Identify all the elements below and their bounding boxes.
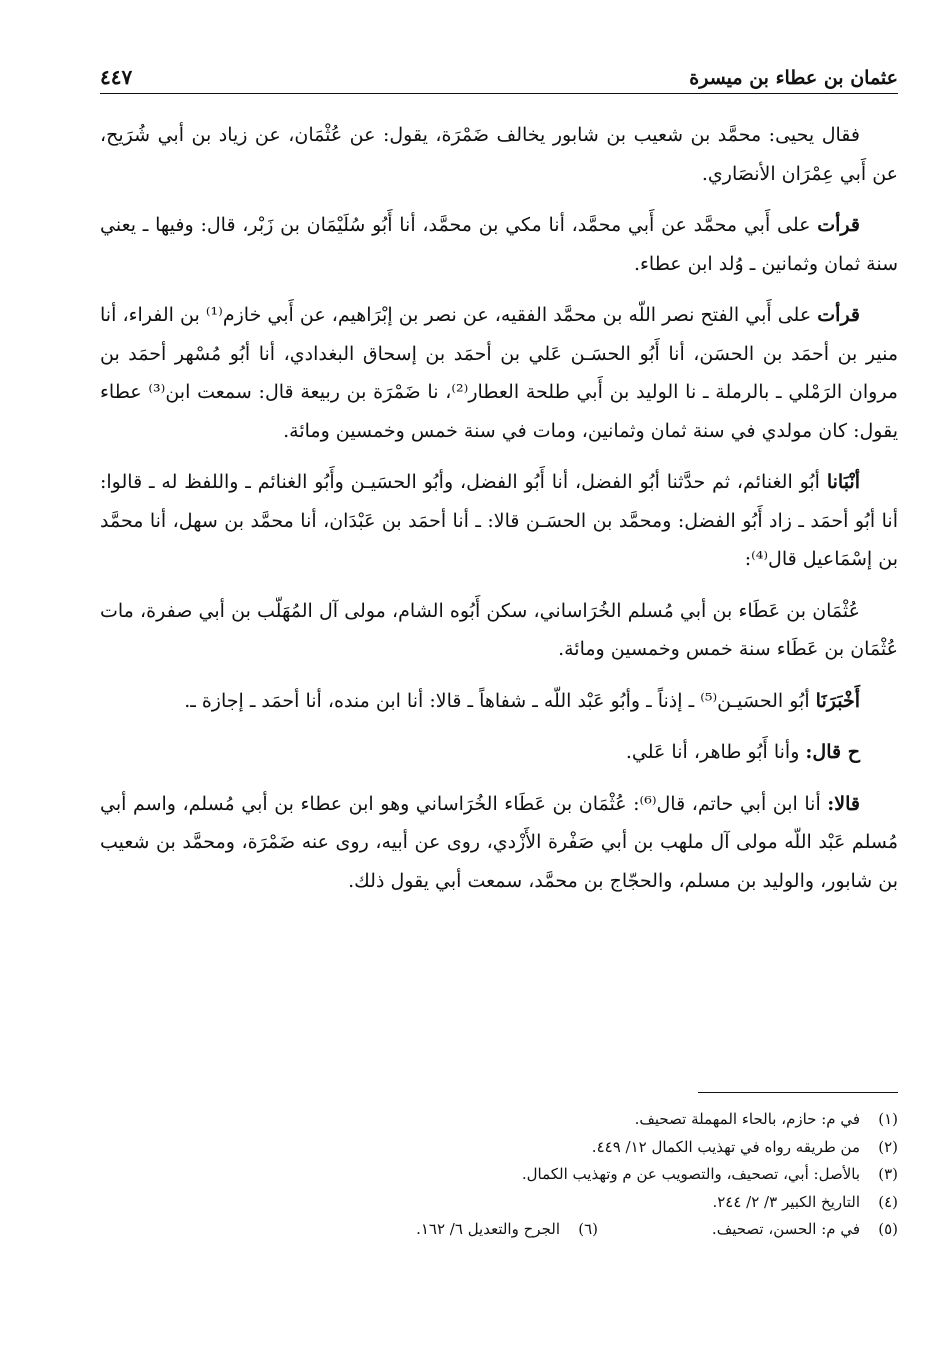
footnote-number: (٦): [578, 1220, 598, 1238]
footnote-number: (٢): [878, 1137, 898, 1156]
paragraph: [100, 463, 898, 579]
footnote: [100, 1161, 898, 1189]
footnote-text: الجرح والتعديل ٦/ ١٦٢.: [416, 1220, 560, 1238]
paragraph: [100, 206, 898, 283]
footnote: [598, 1216, 898, 1244]
paragraph-lead: قالا:: [827, 792, 861, 815]
paragraph-text: أبُو الحسَيـن⁽⁵⁾ ـ إذناً ـ وأبُو عَبْد اللّه ـ شفاهاً ـ قالا: أنا ابن منده، أنا أحمَد ـ إجازة ـ.: [184, 689, 810, 712]
footnote-number: (٤): [878, 1192, 898, 1211]
paragraph-text: على أَبي محمَّد عن أَبي محمَّد، أنا مكي بن محمَّد، أنا أَبُو سُلَيْمَان بن زَبْر، قال: وفيها ـ يعني سنة ثمان وثمانين ـ وُلد ابن عطاء.: [100, 214, 898, 275]
footnotes: [100, 1106, 898, 1244]
page-number: ٤٤٧: [100, 65, 133, 89]
paragraph-text: وأنا أَبُو طاهر، أنا عَلي.: [625, 741, 800, 763]
paragraph: [100, 116, 898, 193]
footnote-text: في م: حازم، بالحاء المهملة تصحيف.: [634, 1110, 860, 1128]
footnote: [100, 1189, 898, 1217]
paragraph: [100, 733, 898, 772]
paragraph-text: أبُو الغنائم، ثم حدَّثنا أبُو الفضل، أنا أَبُو الفضل، وأبُو الحسَيـن وأَبُو الغنائم ـ واللفظ له ـ قالوا: أنا أبُو أحمَد ـ زاد أَبُو الفضل: ومحمَّد بن الحسَـن قالا: ـ أنا أحمَد بن عَبْدَان، أنا محمَّد بن سهل، أنا محمَّد بن إسْمَاعيل قال⁽⁴⁾:: [100, 471, 898, 570]
footnote: [298, 1216, 598, 1244]
paragraph-text: فقال يحيى: محمَّد بن شعيب بن شابور يخالف ضَمْرَة، يقول: عن عُثْمَان، عن زياد بن أبي شُرَيح، عن أَبي عِمْرَان الأنصَاري.: [100, 124, 898, 185]
paragraph-lead: ح قال:: [805, 741, 860, 763]
footnote: [100, 1106, 898, 1134]
footnote-number: (١): [878, 1110, 898, 1128]
main-text: [100, 116, 898, 913]
paragraph-lead: أنْبَانا: [826, 471, 860, 493]
footnote: [100, 1134, 898, 1162]
paragraph-text: أنا ابن أبي حاتم، قال⁽⁶⁾: عُثْمَان بن عَطَاء الخُرَاساني وهو ابن عطاء بن أبي مُسلم، واسم أبي مُسلم عَبْد اللّه مولى آل ملهب بن أبي صَفْرة الأَزْدي، روى عن أبيه، روى عنه ضَمْرَة، ومحمَّد بن شعيب بن شابور، والوليد بن مسلم، والحجّاج بن محمَّد، سمعت أبي يقول ذلك.: [100, 792, 898, 892]
paragraph: [100, 296, 898, 450]
paragraph: [100, 682, 898, 721]
paragraph-lead: قرأت: [817, 304, 861, 326]
paragraph-text: على أَبي الفتح نصر اللّه بن محمَّد الفقيه، عن نصر بن إبْرَاهيم، عن أَبي خازم⁽¹⁾ بن الفراء، أنا منير بن أحمَد بن الحسَن، أنا أَبُو الحسَـن عَلي بن أحمَد بن إسحاق البغدادي، أنا أبُو مُسْهر أحمَد بن مروان الرَمْلي ـ بالرملة ـ نا الوليد بن أَبي طلحة العطار⁽²⁾، نا ضَمْرَة بن ربيعة قال: سمعت ابن⁽³⁾ عطاء يقول: كان مولدي في سنة ثمان وثمانين، ومات في سنة خمس وخمسين ومائة.: [100, 304, 898, 442]
footnote-text: في م: الحسن، تصحيف.: [711, 1220, 860, 1238]
paragraph-lead: أَخْبَرَنَا: [815, 689, 860, 712]
paragraph-text: عُثْمَان بن عَطَاء بن أبي مُسلم الخُرَاساني، سكن أَبُوه الشام، مولى آل المُهَلّب بن أبي صفرة، مات عُثْمَان بن عَطَاء سنة خمس وخمسين ومائة.: [100, 599, 898, 660]
paragraph: [100, 785, 898, 901]
footnote-row: [100, 1216, 898, 1244]
footnote-number: (٣): [878, 1165, 898, 1183]
footnote-text: من طريقه رواه في تهذيب الكمال ١٢/ ٤٤٩.: [591, 1137, 860, 1156]
footnote-separator: [698, 1092, 898, 1093]
page-header: [100, 58, 898, 94]
running-title: عثمان بن عطاء بن ميسرة: [689, 67, 898, 89]
footnote-number: (٥): [878, 1220, 898, 1238]
footnote-text: بالأصل: أبي، تصحيف، والتصويب عن م وتهذيب الكمال.: [521, 1165, 860, 1183]
paragraph-lead: قرأت: [817, 214, 860, 236]
paragraph: [100, 592, 898, 669]
footnote-text: التاريخ الكبير ٣/ ٢/ ٢٤٤.: [712, 1192, 860, 1211]
